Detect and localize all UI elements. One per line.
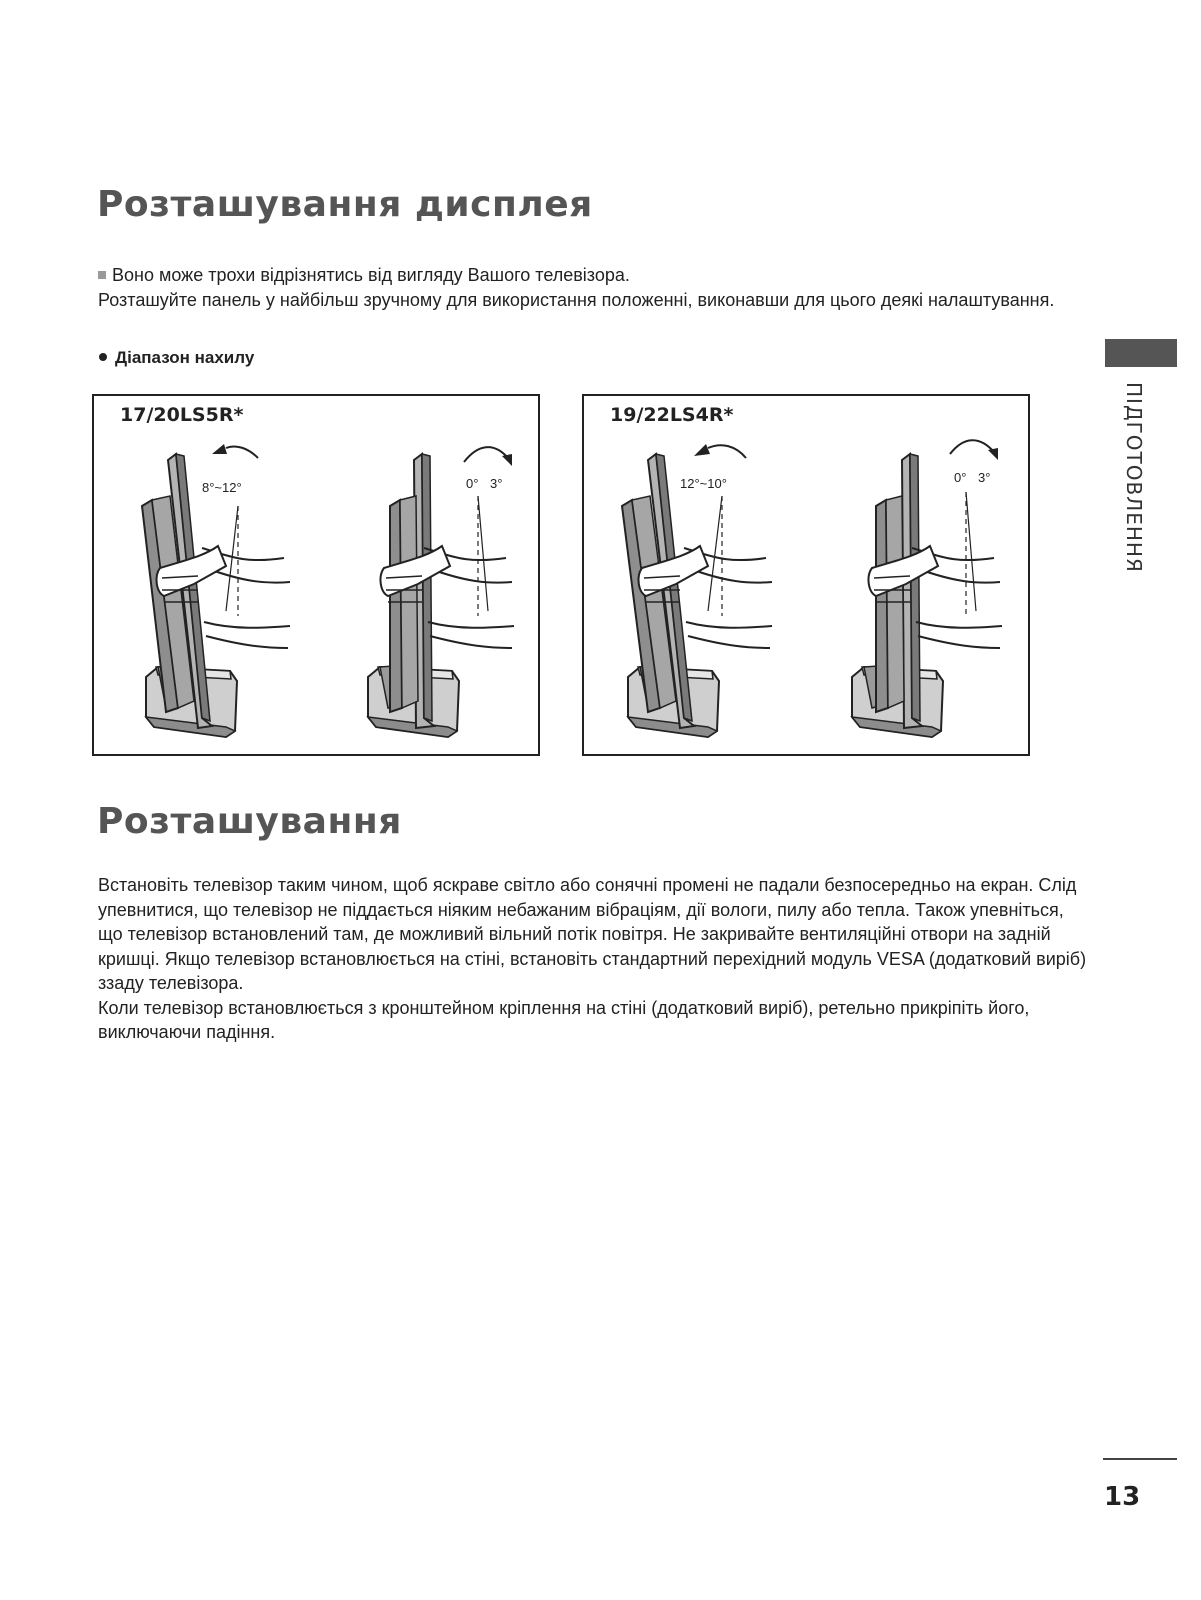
note-line: [98, 263, 1058, 288]
note-square-icon: [98, 271, 106, 279]
tilt-range-label: Діапазон нахилу: [115, 348, 255, 367]
page-number: 13: [1104, 1482, 1141, 1512]
intro-block: [98, 263, 1058, 312]
tilt-illustration-a: [94, 396, 542, 758]
model-label: 19/22LS4R*: [610, 404, 734, 426]
tilt-panel-model-a: [92, 394, 540, 756]
tv-tilt-forward-figure: [142, 444, 290, 737]
model-label: 17/20LS5R*: [120, 404, 244, 426]
page-number-rule: [1103, 1458, 1177, 1460]
intro-text: Розташуйте панель у найбільш зручному для використання положенні, виконавши для цього деякі налаштування.: [98, 289, 1055, 310]
back-tilt-max-label: 3°: [490, 476, 503, 491]
section-title-placement: Розташування: [97, 801, 402, 842]
section-title-display-position: Розташування дисплея: [97, 184, 593, 225]
side-tab-label: ПІДГОТОВЛЕННЯ: [1122, 382, 1146, 573]
side-tab-marker: [1105, 339, 1177, 367]
bullet-icon: [99, 353, 107, 361]
tilt-illustration-b: [584, 396, 1032, 758]
back-tilt-min-label: 0°: [954, 470, 967, 485]
forward-tilt-angle-label: 8°~12°: [202, 480, 242, 495]
note-text: Воно може трохи відрізнятись від вигляду Вашого телевізора.: [112, 265, 630, 285]
placement-paragraph-2: Коли телевізор встановлюється з кронштейном кріплення на стіні (додатковий виріб), ретельно прикріпіть його, виключаючи падіння.: [98, 997, 1030, 1042]
tv-tilt-forward-figure: [622, 444, 772, 737]
placement-paragraph-1: Встановіть телевізор таким чином, щоб яскраве світло або сонячні промені не падали безпосередньо на екран. Слід упевнитися, що телевізор не піддається ніяким небажаним вібраціям, дії вологи, пилу або тепла. Також упевніться, що телевізор встановлений там, де можливий вільний потік повітря. Не закривайте вентиляційні отвори на задній кришці. Якщо телевізор встановлюється на стіні, встановіть стандартний перехідний модуль VESA (додатковий виріб) ззаду телевізора.: [98, 875, 1087, 993]
tilt-panel-model-b: [582, 394, 1030, 756]
back-tilt-max-label: 3°: [978, 470, 991, 485]
forward-tilt-angle-label: 12°~10°: [680, 476, 727, 491]
back-tilt-min-label: 0°: [466, 476, 479, 491]
tilt-range-heading: [99, 348, 254, 368]
placement-body: [98, 873, 1088, 1045]
tv-tilt-backward-figure: [368, 447, 514, 737]
tv-tilt-backward-figure: [852, 440, 1002, 737]
